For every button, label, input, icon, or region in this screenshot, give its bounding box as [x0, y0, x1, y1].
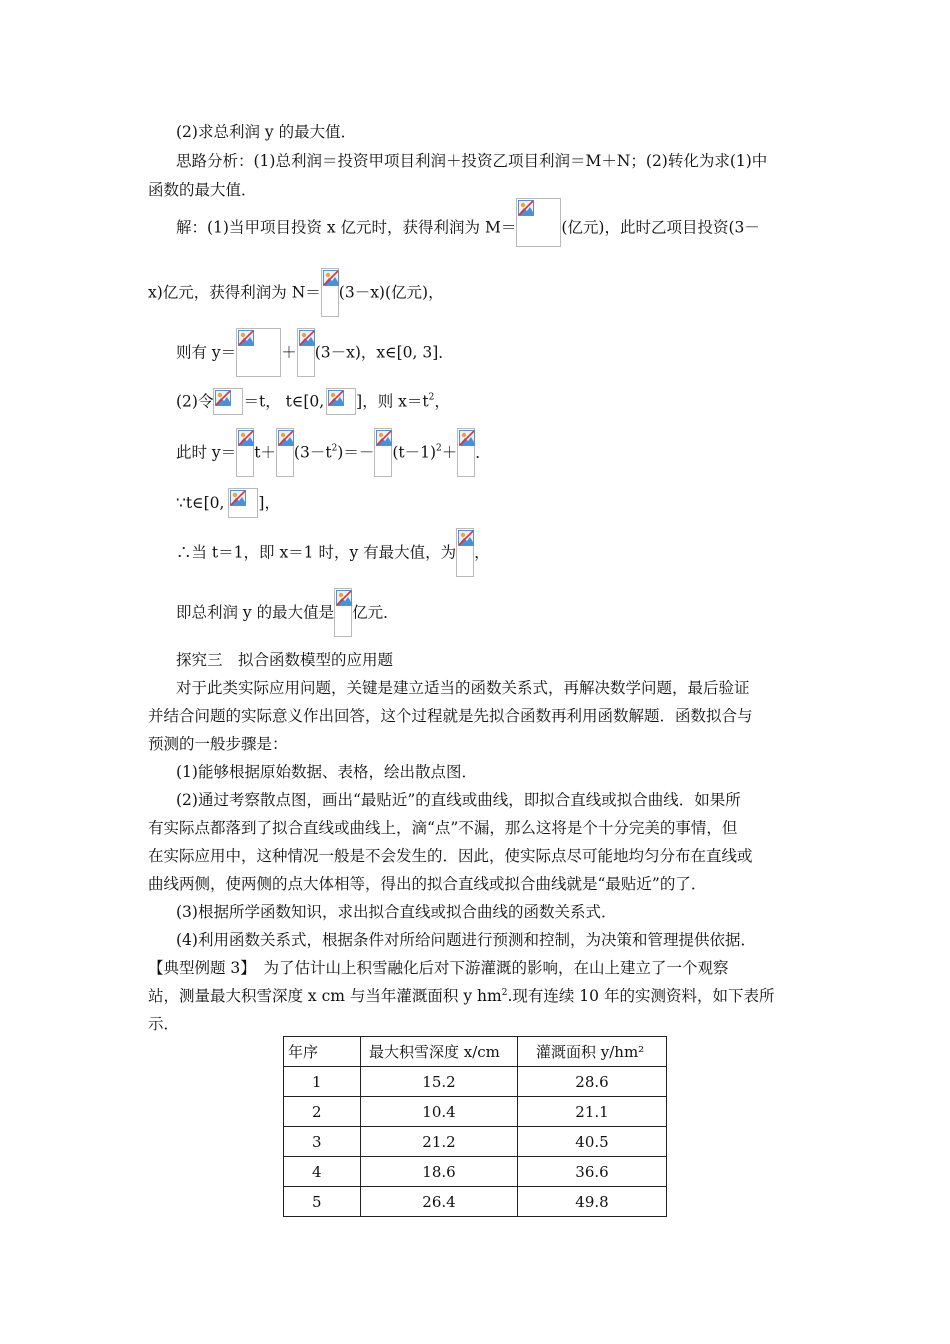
text-line-solution-4: (2)令 ＝t， t∈[0, ]，则 $x=t^2$，: [176, 388, 450, 418]
broken-image-icon: [323, 270, 339, 286]
paragraph-line: 并结合问题的实际意义作出回答，这个过程就是先拟合函数再利用函数解题．函数拟合与: [148, 707, 753, 725]
broken-image-icon: [376, 430, 392, 446]
table-cell: 3: [284, 1127, 361, 1157]
table-cell: 4: [284, 1157, 361, 1187]
step-line: 曲线两侧，使两侧的点大体相等，得出的拟合直线或拟合曲线就是“最贴近”的了．: [148, 875, 707, 893]
text-line-solution-5: 此时 y＝ t＋ $(3-t^2)=-$ $(t-1)^2+$ ．: [176, 428, 491, 478]
broken-image-icon: [328, 390, 344, 406]
step-line: (2)通过考察散点图，画出“最贴近”的直线或曲线，即拟合直线或拟合曲线．如果所: [176, 791, 741, 809]
broken-image-icon: [336, 590, 352, 606]
data-table: [283, 1036, 667, 1217]
table-row: [284, 1157, 667, 1187]
text-line-analysis: 思路分析：(1)总利润＝投资甲项目利润＋投资乙项目利润＝M＋N；(2)转化为求(1)中: [176, 152, 768, 170]
paragraph-line: 对于此类实际应用问题，关键是建立适当的函数关系式，再解决数学问题，最后验证: [176, 679, 750, 697]
formula-image: [236, 428, 254, 477]
formula-image: [297, 328, 315, 377]
example-line: 示．: [148, 1015, 180, 1033]
table-cell: 36.6: [518, 1157, 667, 1187]
step-line: (3)根据所学函数知识，求出拟合直线或拟合曲线的函数关系式．: [176, 903, 617, 921]
example-line: 【典型例题 3】 为了估计山上积雪融化后对下游灌溉的影响，在山上建立了一个观察: [148, 959, 729, 977]
table-row: [284, 1097, 667, 1127]
formula-image: [374, 428, 392, 477]
table-cell: 1: [284, 1067, 361, 1097]
broken-image-icon: [238, 330, 254, 346]
formula-image: [326, 388, 356, 415]
formula-image: [516, 198, 561, 247]
text-line-question-2: (2)求总利润 y 的最大值．: [176, 123, 357, 141]
column-header: 灌溉面积 y/hm²: [518, 1037, 667, 1067]
table-cell: 49.8: [518, 1187, 667, 1217]
table-cell: 18.6: [361, 1157, 518, 1187]
step-line: (1)能够根据原始数据、表格，绘出散点图．: [176, 763, 477, 781]
broken-image-icon: [518, 200, 534, 216]
table-cell: 5: [284, 1187, 361, 1217]
step-line: 在实际应用中，这种情况一般是不会发生的．因此，使实际点尽可能地均匀分布在直线或: [148, 847, 753, 865]
formula-image: [456, 528, 474, 577]
text-line-solution-3: 则有 y＝ ＋ (3－x)，x∈[0, 3]．: [176, 328, 454, 378]
text-line-solution-2: x)亿元，获得利润为 N＝ (3－x)(亿元)，: [148, 268, 444, 318]
step-line: (4)利用函数关系式，根据条件对所给问题进行预测和控制，为决策和管理提供依据．: [176, 931, 756, 949]
formula-image: [213, 388, 243, 415]
broken-image-icon: [299, 330, 315, 346]
table-cell: 2: [284, 1097, 361, 1127]
table-cell: 10.4: [361, 1097, 518, 1127]
column-header: 最大积雪深度 x/cm: [361, 1037, 518, 1067]
table-cell: 28.6: [518, 1067, 667, 1097]
table-cell: 21.2: [361, 1127, 518, 1157]
table-header-row: [284, 1037, 667, 1067]
text-line-solution-1: 解：(1)当甲项目投资 x 亿元时，获得利润为 M＝ (亿元)，此时乙项目投资(3－: [176, 208, 760, 258]
step-line: 有实际点都落到了拟合直线或曲线上，滴“点”不漏，那么这将是个十分完美的事情，但: [148, 819, 738, 837]
table-cell: 40.5: [518, 1127, 667, 1157]
formula-image: [334, 588, 352, 637]
table-row: [284, 1067, 667, 1097]
table-cell: 15.2: [361, 1067, 518, 1097]
text-line-solution-7: ∴当 t＝1，即 x＝1 时，y 有最大值，为 ，: [176, 528, 490, 578]
table-row: [284, 1187, 667, 1217]
table-cell: 21.1: [518, 1097, 667, 1127]
broken-image-icon: [238, 430, 254, 446]
broken-image-icon: [230, 490, 246, 506]
example-line: 站，测量最大积雪深度 x cm 与当年灌溉面积 y $hm^2$.现有连续 10 年的实测资料，如下表所: [148, 987, 775, 1005]
table-row: [284, 1127, 667, 1157]
text-line-solution-8: 即总利润 y 的最大值是 亿元．: [176, 588, 399, 638]
formula-image: [236, 328, 281, 377]
text-line-analysis-cont: 函数的最大值．: [148, 181, 257, 199]
column-header: 年序: [284, 1037, 361, 1067]
formula-image: [321, 268, 339, 317]
text-line-solution-6: ∵t∈[0, ]，: [176, 488, 280, 520]
formula-image: [457, 428, 475, 477]
broken-image-icon: [458, 530, 474, 546]
formula-image: [228, 488, 258, 518]
broken-image-icon: [278, 430, 294, 446]
broken-image-icon: [459, 430, 475, 446]
section-heading: 探究三 拟合函数模型的应用题: [176, 651, 394, 669]
table-cell: 26.4: [361, 1187, 518, 1217]
paragraph-line: 预测的一般步骤是：: [148, 735, 288, 753]
broken-image-icon: [215, 390, 231, 406]
formula-image: [276, 428, 294, 477]
